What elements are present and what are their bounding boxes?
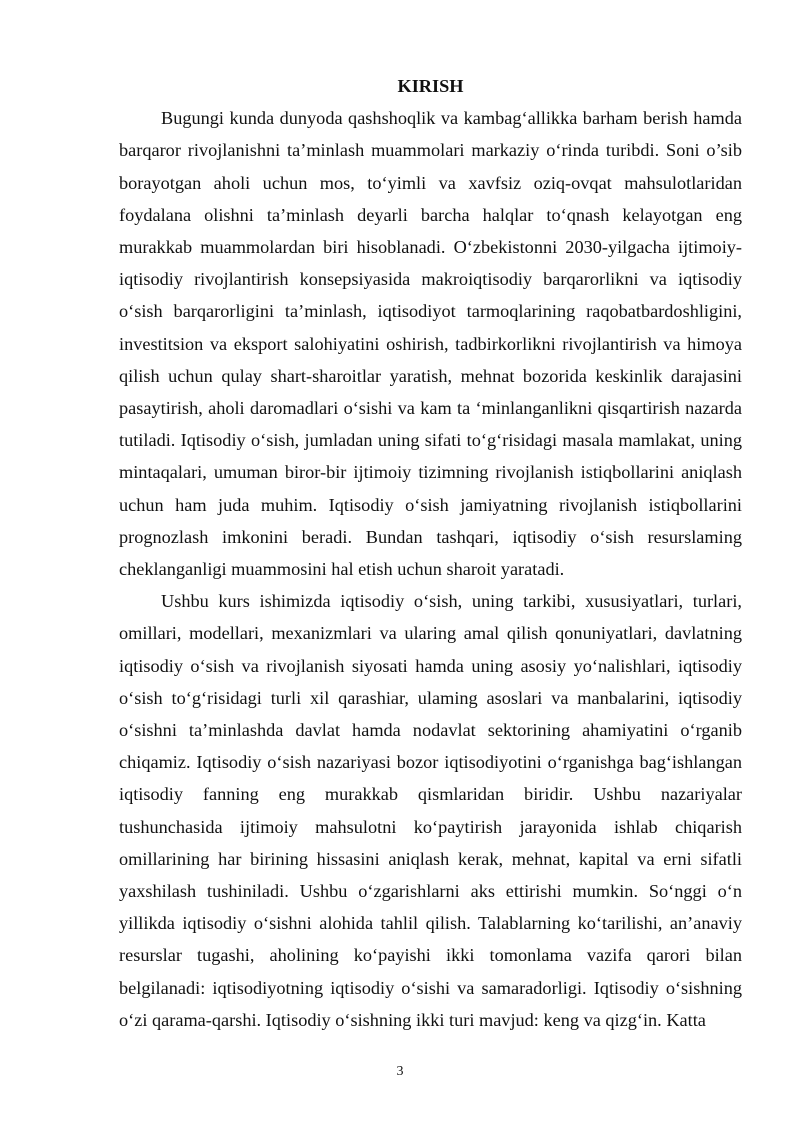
- page-number: 3: [396, 1064, 404, 1079]
- section-title: KIRISH: [397, 76, 464, 96]
- document-page: [119, 70, 742, 1036]
- paragraph-intro: Bugungi kunda dunyoda qashshoqlik va kambag‘allikka barham berish hamda barqaror rivojlanishni ta’minlash muammolari markaziy o‘rinda turibdi. Soni o’sib borayotgan aholi uchun mos, to‘yimli va xavfsiz oziq-ovqat mahsulotlaridan foydalana olishni ta’minlash deyarli barcha halqlar to‘qnash kelayotgan eng murakkab muammolardan biri hisoblanadi. O‘zbekistonni 2030-yilgacha ijtimoiy-iqtisodiy rivojlantirish konsepsiyasida makroiqtisodiy barqarorlikni va iqtisodiy o‘sish barqarorligini ta’minlash, iqtisodiyot tarmoqlarining raqobatbardoshligini, investitsion va eksport salohiyatini oshirish, tadbirkorlikni rivojlantirish va himoya qilish uchun qulay shart-sharoitlar yaratish, mehnat bozorida keskinlik darajasini pasaytirish, aholi daromadlari o‘sishi va kam ta ‘minlanganlikni qisqartirish nazarda tutiladi. Iqtisodiy o‘sish, jumladan uning sifati to‘g‘risidagi masala mamlakat, uning mintaqalari, umuman biror-bir ijtimoiy tizimning rivojlanish istiqbollarini aniqlash uchun ham juda muhim. Iqtisodiy o‘sish jamiyatning rivojlanish istiqbollarini prognozlash imkonini beradi. Bundan tashqari, iqtisodiy o‘sish resurslaming cheklanganligi muammosini hal etish uchun sharoit yaratadi.: [119, 108, 742, 580]
- paragraph-course-work: Ushbu kurs ishimizda iqtisodiy o‘sish, uning tarkibi, xususiyatlari, turlari, omillari, modellari, mexanizmlari va ularing amal qilish qonuniyatlari, davlatning iqtisodiy o‘sish va rivojlanish siyosati hamda uning asosiy yo‘nalishlari, iqtisodiy o‘sish to‘g‘risidagi turli xil qarashiar, ulaming asoslari va manbalarini, iqtisodiy o‘sishni ta’minlashda davlat hamda nodavlat sektorining ahamiyatini o‘rganib chiqamiz. Iqtisodiy o‘sish nazariyasi bozor iqtisodiyotini o‘rganishga bag‘ishlangan iqtisodiy fanning eng murakkab qismlaridan biridir. Ushbu nazariyalar tushunchasida ijtimoiy mahsulotni ko‘paytirish jarayonida ishlab chiqarish omillarining har birining hissasini aniqlash kerak, mehnat, kapital va erni sifatli yaxshilash tushiniladi. Ushbu o‘zgarishlarni aks ettirishi mumkin. So‘nggi o‘n yillikda iqtisodiy o‘sishni alohida tahlil qilish. Talablarning ko‘tarilishi, an’anaviy resurslar tugashi, aholining ko‘payishi ikki tomonlama vazifa qarori bilan belgilanadi: iqtisodiyotning iqtisodiy o‘sishi va samaradorligi. Iqtisodiy o‘sishning o‘zi qarama-qarshi. Iqtisodiy o‘sishning ikki turi mavjud: keng va qizg‘in. Katta: [119, 591, 742, 1030]
